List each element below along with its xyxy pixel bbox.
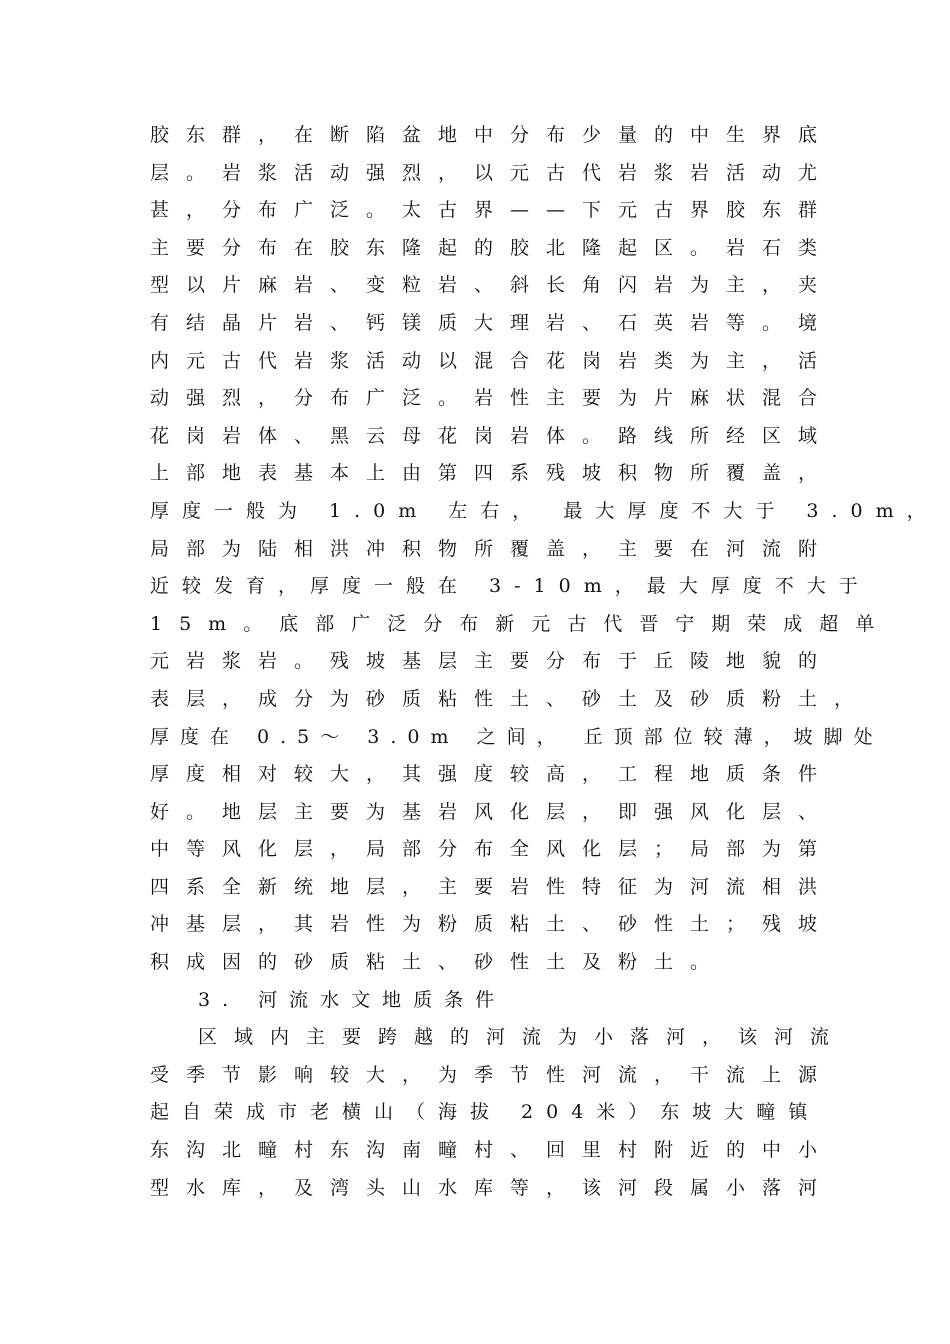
- text-line: 局部为陆相洪冲积物所覆盖，主要在河流附: [150, 537, 835, 560]
- text-line: 主要分布在胶东隆起的胶北隆起区。岩石类: [150, 236, 835, 259]
- text-line: 好。地层主要为基岩风化层，即强风化层、: [150, 800, 835, 823]
- text-line: 东沟北疃村东沟南疃村、回里村附近的中小: [150, 1139, 835, 1162]
- text-line: 四系全新统地层，主要岩性特征为河流相洪: [150, 875, 835, 898]
- text-line: 甚，分布广泛。太古界——下元古界胶东群: [150, 199, 835, 222]
- text-line: 花岗岩体、黑云母花岗岩体。路线所经区域: [150, 424, 835, 447]
- paragraph-first-line: 区域内主要跨越的河流为小落河，该河流: [198, 1026, 847, 1049]
- text-line: 中等风化层，局部分布全风化层；局部为第: [150, 838, 835, 861]
- text-line: 厚度一般为 1.0m 左右， 最大厚度不大于 3.0m，: [150, 499, 939, 522]
- text-line: 上部地表基本上由第四系残坡积物所覆盖，: [150, 462, 835, 485]
- text-line: 型以片麻岩、变粒岩、斜长角闪岩为主，夹: [150, 274, 835, 297]
- text-line: 胶东群，在断陷盆地中分布少量的中生界底: [150, 124, 835, 146]
- text-line: 厚度相对较大，其强度较高，工程地质条件: [150, 763, 835, 786]
- text-line: 表层，成分为砂质粘性土、砂土及砂质粉土，: [150, 687, 871, 710]
- text-line: 元岩浆岩。残坡基层主要分布于丘陵地貌的: [150, 650, 835, 673]
- text-line: 受季节影响较大，为季节性河流，干流上源: [150, 1063, 835, 1086]
- body-text: [150, 117, 939, 1207]
- text-line: 有结晶片岩、钙镁质大理岩、石英岩等。境: [150, 311, 835, 334]
- text-line: 冲基层，其岩性为粉质粘土、砂性土；残坡: [150, 913, 835, 936]
- text-line: 厚度在 0.5～ 3.0m 之间， 丘顶部位较薄，坡脚处: [150, 725, 884, 748]
- text-line: 型水库，及湾头山水库等，该河段属小落河: [150, 1176, 835, 1199]
- text-line: 15m。底部广泛分布新元古代晋宁期荣成超单: [150, 612, 892, 635]
- text-line: 动强烈，分布广泛。岩性主要为片麻状混合: [150, 387, 835, 410]
- section-heading: 3. 河流水文地质条件: [198, 988, 507, 1011]
- text-line: 积成因的砂质粘土、砂性土及粉土。: [150, 951, 727, 974]
- text-line: 内元古代岩浆活动以混合花岗岩类为主，活: [150, 349, 835, 372]
- text-line: 起自荣成市老横山（海拔 204米）东坡大疃镇: [150, 1101, 821, 1124]
- text-line: 层。岩浆活动强烈，以元古代岩浆岩活动尤: [150, 161, 835, 184]
- text-line: 近较发育，厚度一般在 3-10m，最大厚度不大于: [150, 575, 871, 598]
